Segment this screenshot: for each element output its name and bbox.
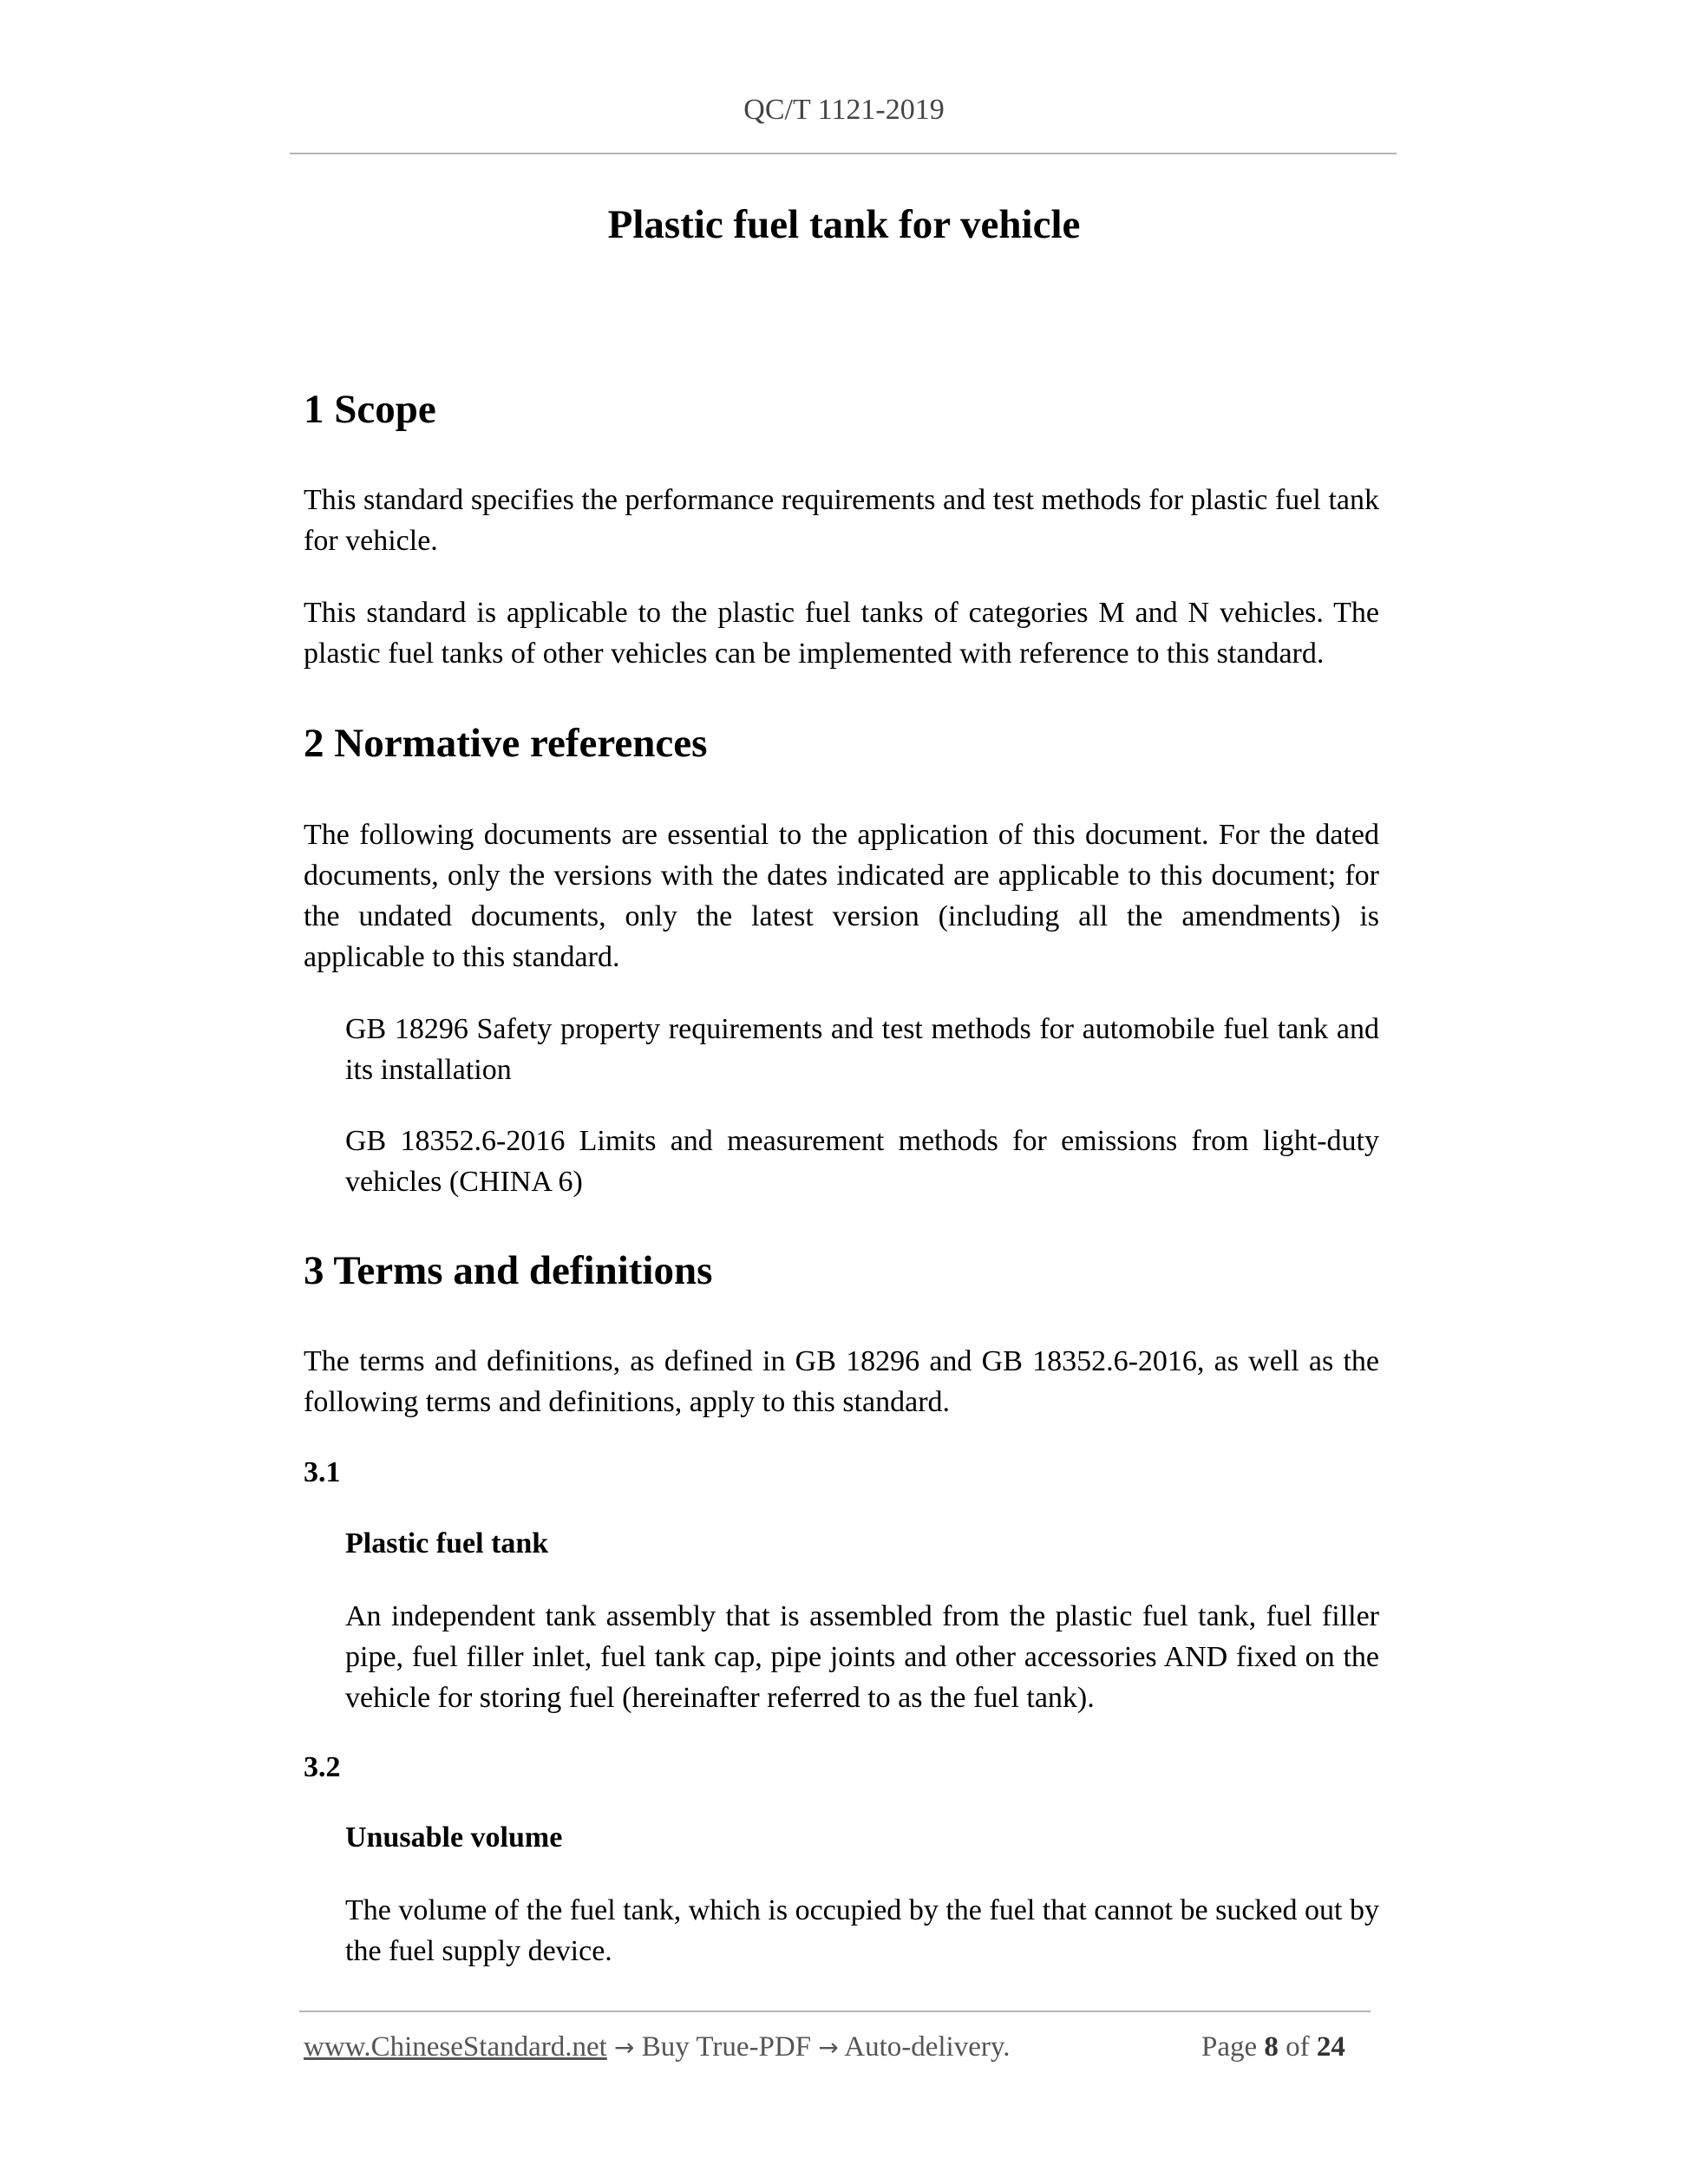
- section-heading-terms-definitions: 3 Terms and definitions: [304, 1248, 713, 1293]
- page-current: 8: [1264, 2031, 1279, 2063]
- arrow-right-icon: →: [818, 2033, 839, 2062]
- terms-paragraph: The terms and definitions, as defined in GB 18296 and GB 18352.6-2016, as well as the following terms and definitions, apply to this standard.: [304, 1345, 1379, 1418]
- header-divider: [290, 153, 1397, 154]
- page-of-label: of: [1286, 2031, 1310, 2063]
- term-unusable-volume: Unusable volume: [345, 1821, 563, 1854]
- website-link[interactable]: www.ChineseStandard.net: [304, 2031, 607, 2063]
- term-definition-plastic-fuel-tank: An independent tank assembly that is assembled from the plastic fuel tank, fuel filler pipe, fuel filler inlet, fuel tank cap, pipe joints and other accessories AND fixed on the vehicle for storing fuel (hereinafter referred to as the fuel tank).: [345, 1600, 1379, 1714]
- scope-paragraph-1: This standard specifies the performance requirements and test methods for plastic fuel tank for vehicle.: [304, 484, 1379, 557]
- footer-promo: [304, 2031, 1010, 2063]
- term-number-3-2: 3.2: [304, 1751, 341, 1783]
- term-plastic-fuel-tank: Plastic fuel tank: [345, 1527, 549, 1560]
- arrow-right-icon: →: [614, 2033, 635, 2062]
- scope-paragraph-2: This standard is applicable to the plastic fuel tanks of categories M and N vehicles. The plastic fuel tanks of other vehicles can be implemented with reference to this standard.: [304, 597, 1379, 670]
- normative-reference-2: GB 18352.6-2016 Limits and measurement methods for emissions from light-duty vehicles (CHINA 6): [345, 1125, 1379, 1198]
- term-number-3-1: 3.1: [304, 1456, 341, 1488]
- footer-divider: [299, 2011, 1371, 2012]
- auto-delivery-text: Auto-delivery.: [844, 2031, 1011, 2063]
- document-title: Plastic fuel tank for vehicle: [607, 202, 1081, 247]
- header-doc-code: QC/T 1121-2019: [743, 94, 945, 126]
- buy-pdf-text: Buy True-PDF: [641, 2031, 812, 2063]
- normative-paragraph: The following documents are essential to the application of this document. For the dated documents, only the versions with the dates indicated are applicable to this document; for the undated documents, only the latest version (including all the amendments) is applicable to this standard.: [304, 819, 1379, 973]
- page-number: [1201, 2031, 1345, 2063]
- term-definition-unusable-volume: The volume of the fuel tank, which is occupied by the fuel that cannot be sucked out by the fuel supply device.: [345, 1894, 1379, 1967]
- normative-reference-1: GB 18296 Safety property requirements and test methods for automobile fuel tank and its installation: [345, 1013, 1379, 1086]
- page-label: Page: [1201, 2031, 1258, 2063]
- page-total: 24: [1316, 2031, 1345, 2063]
- section-heading-normative-references: 2 Normative references: [304, 721, 708, 766]
- section-heading-scope: 1 Scope: [304, 387, 436, 432]
